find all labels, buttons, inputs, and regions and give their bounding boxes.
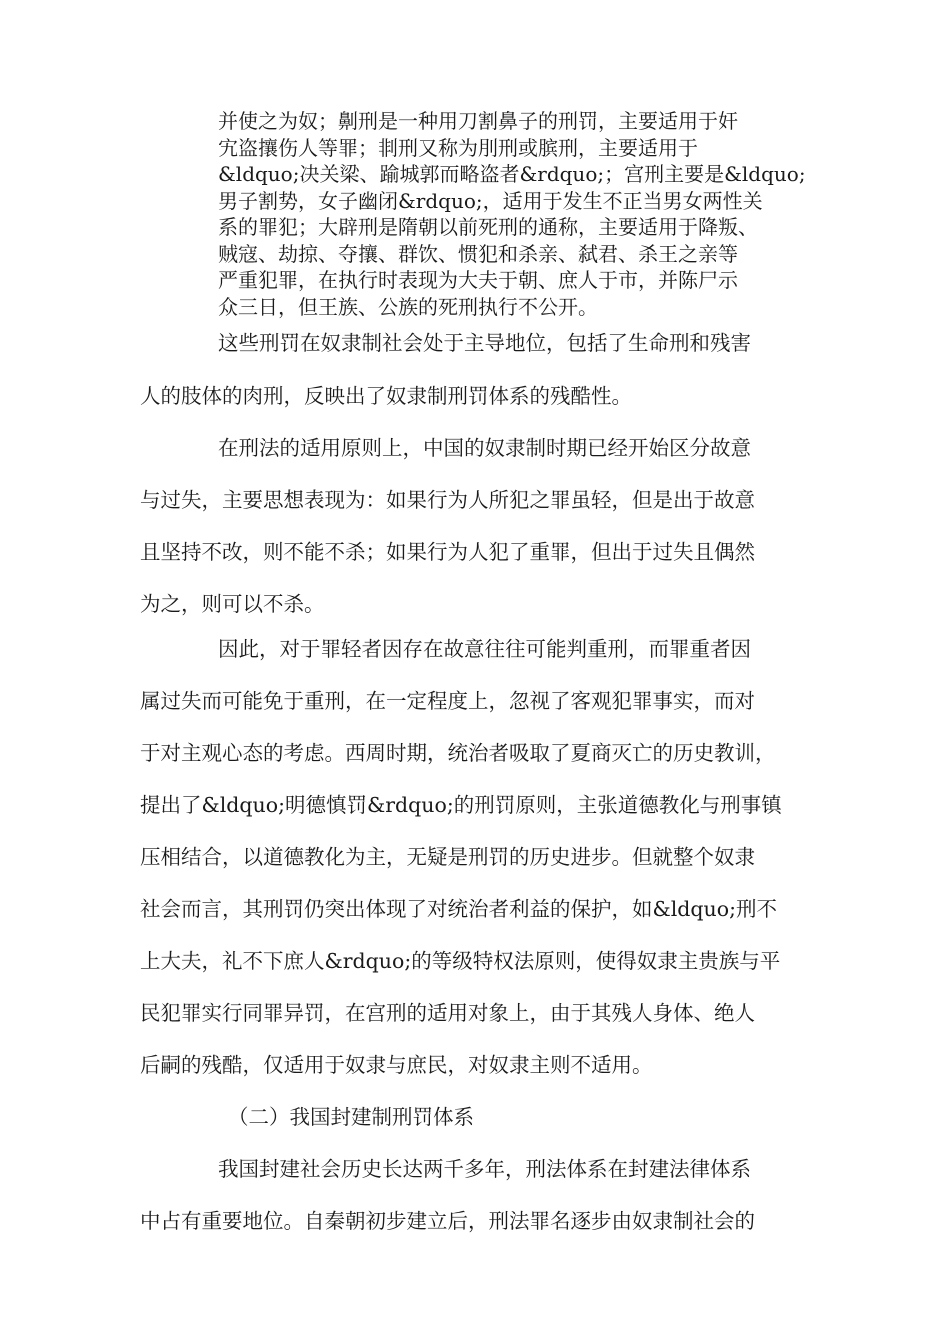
paragraph-line: 上大夫，礼不下庶人&rdquo;的等级特权法原则，使得奴隶主贵族与平 [140,949,781,973]
paragraph-line: 因此，对于罪轻者因存在故意往往可能判重刑，而罪重者因 [218,637,751,661]
paragraph-line: 民犯罪实行同罪异罚，在宫刑的适用对象上，由于其残人身体、绝人 [140,1001,755,1025]
paragraph-line: 这些刑罚在奴隶制社会处于主导地位，包括了生命刑和残害 [218,331,751,355]
text-line: &ldquo;决关梁、踰城郭而略盗者&rdquo;；宫刑主要是&ldquo; [218,162,806,186]
paragraph-line: 为之，则可以不杀。 [140,592,325,616]
text-line: 宄盗攘伤人等罪；剕刑又称为刖刑或膑刑，主要适用于 [218,135,698,160]
paragraph-line: 后嗣的残酷，仅适用于奴隶与庶民，对奴隶主则不适用。 [140,1053,653,1077]
paragraph-line: 人的肢体的肉刑，反映出了奴隶制刑罚体系的残酷性。 [140,384,632,408]
paragraph-line: 提出了&ldquo;明德慎罚&rdquo;的刑罚原则，主张道德教化与刑事镇 [140,793,782,817]
text-line: 贼寇、劫掠、夺攘、群饮、惯犯和杀亲、弑君、杀王之亲等 [218,241,738,266]
paragraph-line: 我国封建社会历史长达两千多年，刑法体系在封建法律体系 [218,1157,751,1181]
text-line: 系的罪犯；大辟刑是隋朝以前死刑的通称，主要适用于降叛、 [218,215,758,239]
text-line: 男子割势，女子幽闭&rdquo;，适用于发生不正当男女两性关 [218,188,763,213]
paragraph-line: 属过失而可能免于重刑，在一定程度上，忽视了客观犯罪事实，而对 [140,689,755,713]
paragraph-line: 在刑法的适用原则上，中国的奴隶制时期已经开始区分故意 [218,436,751,460]
paragraph-line: 与过失，主要思想表现为：如果行为人所犯之罪虽轻，但是出于故意 [140,488,755,512]
paragraph-line: 且坚持不改，则不能不杀；如果行为人犯了重罪，但出于过失且偶然 [140,540,755,564]
text-line: 严重犯罪，在执行时表现为大夫于朝、庶人于市，并陈尸示 [218,268,738,292]
section-heading: （二）我国封建制刑罚体系 [228,1105,474,1129]
paragraph-line: 社会而言，其刑罚仍突出体现了对统治者利益的保护，如&ldquo;刑不 [140,897,777,921]
paragraph-line: 压相结合，以道德教化为主，无疑是刑罚的历史进步。但就整个奴隶 [140,845,755,869]
text-line: 众三日，但王族、公族的死刑执行不公开。 [218,294,598,319]
quoted-paragraph [218,108,858,320]
paragraph-line: 中占有重要地位。自秦朝初步建立后，刑法罪名逐步由奴隶制社会的 [140,1209,755,1233]
text-line: 并使之为奴；劓刑是一种用刀割鼻子的刑罚，主要适用于奸 [218,109,738,133]
paragraph-line: 于对主观心态的考虑。西周时期，统治者吸取了夏商灭亡的历史教训， [140,741,776,765]
